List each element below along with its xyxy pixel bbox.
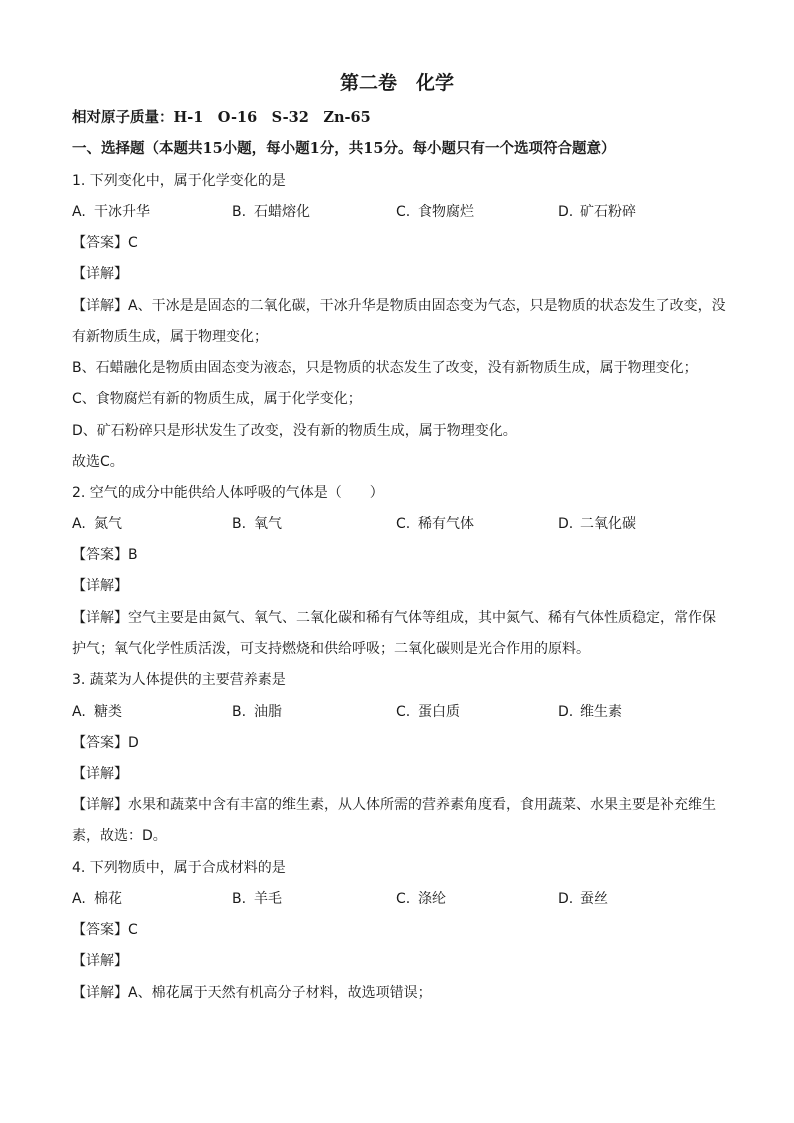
option-c: C. 蛋白质 bbox=[396, 704, 460, 720]
question-1-explanation-line: 有新物质生成，属于物理变化； bbox=[72, 329, 268, 345]
option-a: A. 糖类 bbox=[72, 704, 122, 720]
section-header: 一、选择题（本题共15小题，每小题1分，共15分。每小题只有一个选项符合题意） bbox=[72, 140, 616, 157]
option-c: C. 稀有气体 bbox=[396, 516, 474, 532]
option-a: A. 干冰升华 bbox=[72, 204, 150, 220]
option-d: D. 矿石粉碎 bbox=[558, 204, 636, 220]
option-b: B. 石蜡熔化 bbox=[232, 204, 310, 220]
option-b: B. 油脂 bbox=[232, 704, 282, 720]
option-b: B. 氧气 bbox=[232, 516, 282, 532]
question-1-explanation-line: D、矿石粉碎只是形状发生了改变，没有新的物质生成，属于物理变化。 bbox=[72, 423, 517, 439]
atomic-mass-line: 相对原子质量：H-1 O-16 S-32 Zn-65 bbox=[72, 109, 371, 126]
question-2-stem: 2. 空气的成分中能供给人体呼吸的气体是（ ） bbox=[72, 485, 384, 501]
option-a: A. 棉花 bbox=[72, 891, 122, 907]
option-a: A. 氮气 bbox=[72, 516, 122, 532]
question-1-detail-label: 【详解】 bbox=[72, 266, 128, 282]
question-1-explanation-line: B、石蜡融化是物质由固态变为液态，只是物质的状态发生了改变，没有新物质生成，属于物理变化； bbox=[72, 360, 698, 376]
question-3-explanation-line: 素，故选：D。 bbox=[72, 828, 167, 844]
question-1-explanation-line: 故选C。 bbox=[72, 454, 124, 470]
question-3-stem: 3. 蔬菜为人体提供的主要营养素是 bbox=[72, 672, 286, 688]
question-4-answer: 【答案】C bbox=[72, 922, 138, 938]
question-1-stem: 1. 下列变化中，属于化学变化的是 bbox=[72, 173, 286, 189]
option-b: B. 羊毛 bbox=[232, 891, 282, 907]
question-2-explanation-line: 护气；氧气化学性质活泼，可支持燃烧和供给呼吸；二氧化碳则是光合作用的原料。 bbox=[72, 641, 590, 657]
option-d: D. 维生素 bbox=[558, 704, 622, 720]
option-d: D. 二氧化碳 bbox=[558, 516, 636, 532]
question-1-answer: 【答案】C bbox=[72, 235, 138, 251]
option-c: C. 食物腐烂 bbox=[396, 204, 474, 220]
question-3-detail-label: 【详解】 bbox=[72, 766, 128, 782]
question-2-detail-label: 【详解】 bbox=[72, 578, 128, 594]
option-c: C. 涤纶 bbox=[396, 891, 446, 907]
question-1-explanation-line: 【详解】A、干冰是是固态的二氧化碳，干冰升华是物质由固态变为气态，只是物质的状态发生了改变，没 bbox=[72, 298, 726, 314]
question-3-answer: 【答案】D bbox=[72, 735, 139, 751]
question-4-detail-label: 【详解】 bbox=[72, 953, 128, 969]
question-3-explanation-line: 【详解】水果和蔬菜中含有丰富的维生素，从人体所需的营养素角度看，食用蔬菜、水果主要是补充维生 bbox=[72, 797, 716, 813]
question-2-answer: 【答案】B bbox=[72, 547, 138, 563]
page-title: 第二卷 化学 bbox=[339, 72, 454, 94]
question-4-stem: 4. 下列物质中，属于合成材料的是 bbox=[72, 860, 286, 876]
question-1-explanation-line: C、食物腐烂有新的物质生成，属于化学变化； bbox=[72, 391, 362, 407]
question-2-explanation-line: 【详解】空气主要是由氮气、氧气、二氧化碳和稀有气体等组成，其中氮气、稀有气体性质稳定，常作保 bbox=[72, 610, 716, 626]
question-4-explanation-line: 【详解】A、棉花属于天然有机高分子材料，故选项错误； bbox=[72, 985, 432, 1001]
option-d: D. 蚕丝 bbox=[558, 891, 608, 907]
